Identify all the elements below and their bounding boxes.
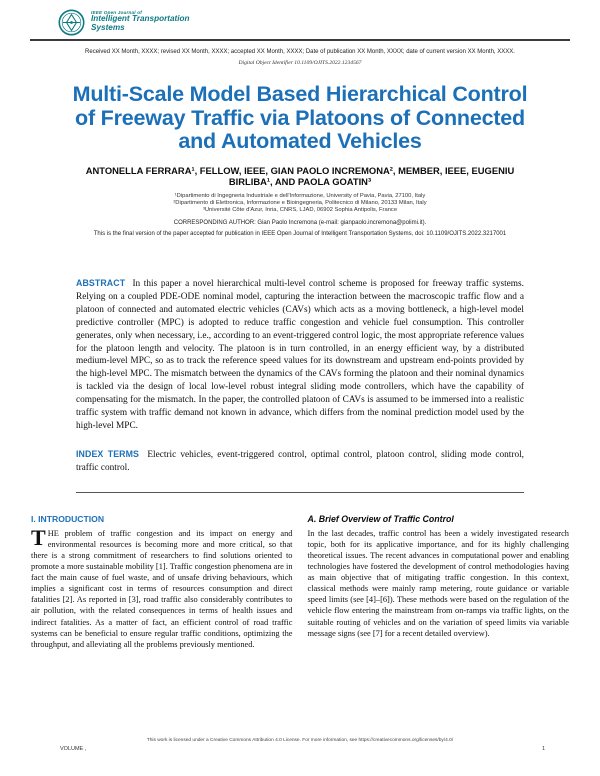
doi-line: Digital Object Identifier 10.1109/OJITS.2022.1234567 — [238, 60, 362, 66]
body-columns — [0, 514, 600, 650]
dropcap-letter: T — [31, 524, 46, 550]
left-column — [31, 514, 293, 650]
journal-logo — [58, 9, 570, 36]
volume-label: VOLUME , — [60, 746, 87, 752]
introduction-text: HE problem of traffic congestion and its impact on energy and environmental resources is becoming more and more critical, so that there is a strong commitment of researchers to find solutions oriented to promote a more sustainable mobility [1]. Traffic congestion phenomena are in fact the main cause of fuel waste, and of unsafe driving behaviours, which implies a significant cost in terms of resources consumption and direct fatalities [2]. As reported in [3], road traffic also considerably contributes to air pollution, with the related consequences in terms of health issues and indirect fatalities. As a matter of fact, an efficient control of road traffic systems can be beneficial to ensure regular traffic conditions, optimizing the throughput, and alleviating all the problems previously mentioned. — [31, 528, 293, 649]
affiliation-3: ³Université Côte d'Azur, Inria, CNRS, LJAD, 06902 Sophia Antipolis, France — [202, 206, 398, 213]
header-rule — [30, 39, 570, 41]
journal-logo-line2: Systems — [91, 22, 125, 32]
corresponding-author-line: CORRESPONDING AUTHOR: Gian Paolo Incremona (e-mail: gianpaolo.incremona@polimi.it). — [173, 219, 427, 226]
overview-paragraph: In the last decades, traffic control has been a widely investigated research topic, both for its applicative importance, and for its highly challenging theoretical issues. The recent advances in computational power and enabling technologies have fostered the development of control methodologies having as main objective that of mitigating traffic congestion. In this context, classical methods were mainly ramp metering, route guidance or variable speed limits (see [4]–[6]). These methods were based on the regulation of the vehicle flow entering the mainstream from on-ramps via traffic lights, on the suitable routing of vehicles and on the variation of speed limits via variable message signs (see [7] for a recent detailed overview). — [307, 528, 569, 638]
abstract-text: In this paper a novel hierarchical multi-level control scheme is proposed for freeway traffic systems. Relying on a coupled PDE-ODE nominal model, capturing the interaction between the macroscopic traffic flow and a platoon of connected and automated electric vehicles (CAVs) which acts as a moving bottleneck, a high-level model predictive controller (MPC) is adopted to reduce traffic congestion and vehicle fuel consumption. This controller generates, only when necessary, i.e., according to an event-triggered control logic, the most appropriate reference values for the platoon length and velocity. The platoon is in turn controlled, in an energy efficient way, by a distributed medium-level MPC, so as to track the reference speed values for its downstream and upstream end-points provided by the high-level MPC. The mismatch between the dynamics of the CAVs forming the platoon and their nominal dynamics is tackled via the design of local low-level robust integral sliding mode controllers, which have the capability of compensating for the mismatch. In the paper, the controlled platoon of CAVs is assumed to be immersed into a realistic traffic system with traffic demand not known in advance, which differs from the nominal prediction model used by the high-level MPC. — [76, 279, 524, 431]
frontmatter-rule — [76, 492, 524, 493]
page-number: 1 — [541, 746, 545, 752]
journal-logo-small-line: IEEE Open Journal of — [91, 10, 142, 15]
introduction-heading: I. INTRODUCTION — [31, 513, 105, 524]
affiliations-block — [0, 193, 600, 214]
index-terms-label: INDEX TERMS — [76, 448, 140, 459]
affiliation-2: ²Dipartimento di Elettronica, Informazione e Bioingegneria, Politecnico di Milano, 20133 Milan, Italy — [173, 199, 427, 206]
final-version-note: This is the final version of the paper accepted for publication in IEEE Open Journal of Intelligent Transportation Systems, doi: 10.1109/OJITS.2022.3217001 — [93, 230, 507, 237]
license-line: This work is licensed under a Creative Commons Attribution 4.0 License. For more information, see https://creativecommons.org/licenses/by/4.0/ — [146, 738, 454, 743]
overview-heading: A. Brief Overview of Traffic Control — [307, 513, 454, 524]
introduction-paragraph — [31, 524, 293, 650]
journal-logo-text — [91, 9, 190, 32]
affiliation-1: ¹Dipartimento di Ingegneria Industriale e dell'Informazione, University of Pavia, Pavia, 27100, Italy — [174, 192, 426, 199]
footer-row — [60, 746, 545, 752]
paper-title: Multi-Scale Model Based Hierarchical Control of Freeway Traffic via Platoons of Connected and Automated Vehicles — [72, 82, 528, 153]
right-column — [308, 514, 570, 650]
journal-header — [0, 0, 600, 36]
abstract-paragraph — [76, 277, 524, 433]
author-list: ANTONELLA FERRARA¹, FELLOW, IEEE, GIAN PAOLO INCREMONA², MEMBER, IEEE, EUGENIU BIRLIBA¹, AND PAOLA GOATIN³ — [85, 164, 515, 187]
received-dates-line: Received XX Month, XXXX; revised XX Month, XXXX; accepted XX Month, XXXX; Date of publication XX Month, XXXX; date of current version XX Month, XXXX. — [85, 49, 515, 55]
journal-logo-line1: Intelligent Transportation — [91, 14, 190, 23]
index-terms-text: Electric vehicles, event-triggered control, optimal control, platoon control, sliding mode control, traffic control. — [76, 449, 525, 473]
index-terms-paragraph — [76, 448, 524, 475]
abstract-label: ABSTRACT — [76, 278, 126, 288]
ieee-emblem-icon — [58, 9, 85, 36]
